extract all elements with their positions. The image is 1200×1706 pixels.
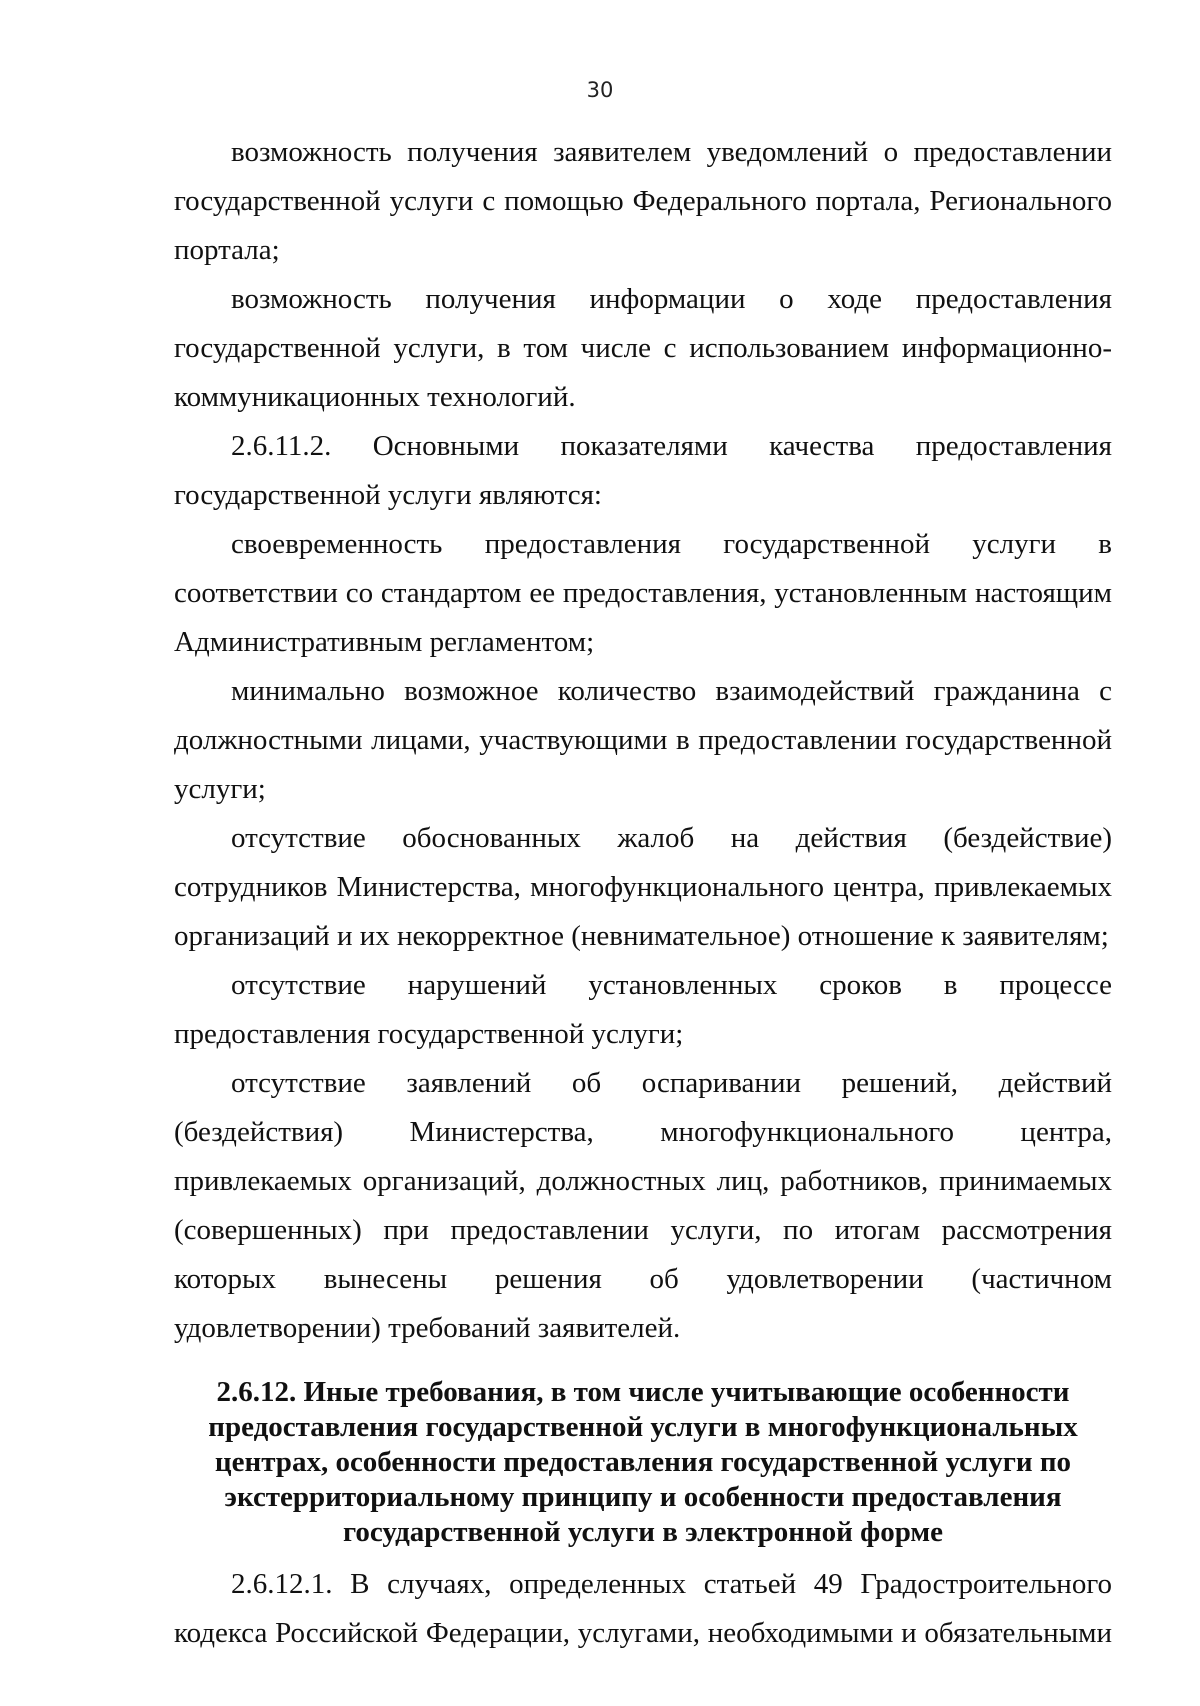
paragraph-minimal-interactions: минимально возможное количество взаимодействий гражданина с должностными лицами, участвующими в предоставлении государственной услуги;: [174, 675, 1112, 805]
section-heading-2-6-12: 2.6.12. Иные требования, в том числе учитывающие особенности предоставления государственной услуги в многофункциональных центрах, особенности предоставления государственной услуги по экстерриториальному принципу и особенности предоставления государственной услуги в электронной форме: [208, 1376, 1078, 1548]
paragraph-no-appeals: отсутствие заявлений об оспаривании решений, действий (бездействия) Министерства, многофункционального центра, привлекаемых организаций, должностных лиц, работников, принимаемых (совершенных) при предоставлении услуги, по итогам рассмотрения которых вынесены решения об удовлетворении (частичном удовлетворении) требований заявителей.: [174, 1067, 1112, 1344]
paragraph-no-deadline-violations: отсутствие нарушений установленных сроков в процессе предоставления государственной услуги;: [174, 969, 1112, 1050]
paragraph-timeliness: своевременность предоставления государственной услуги в соответствии со стандартом ее предоставления, установленным настоящим Административным регламентом;: [174, 528, 1112, 658]
paragraph-no-complaints: отсутствие обоснованных жалоб на действия (бездействие) сотрудников Министерства, многофункционального центра, привлекаемых организаций и их некорректное (невнимательное) отношение к заявителям;: [174, 822, 1112, 952]
document-body: [174, 128, 1112, 1658]
paragraph-2-6-12-1: 2.6.12.1. В случаях, определенных статьей 49 Градостроительного кодекса Российской Федерации, услугами, необходимыми и обязательными: [174, 1568, 1112, 1649]
page-number: 30: [586, 78, 614, 102]
paragraph-notifications: возможность получения заявителем уведомлений о предоставлении государственной услуги с помощью Федерального портала, Регионального портала;: [174, 136, 1112, 266]
paragraph-quality-indicators: 2.6.11.2. Основными показателями качества предоставления государственной услуги являются:: [174, 430, 1112, 511]
paragraph-progress-info: возможность получения информации о ходе предоставления государственной услуги, в том числе с использованием информационно-коммуникационных технологий.: [174, 283, 1112, 413]
